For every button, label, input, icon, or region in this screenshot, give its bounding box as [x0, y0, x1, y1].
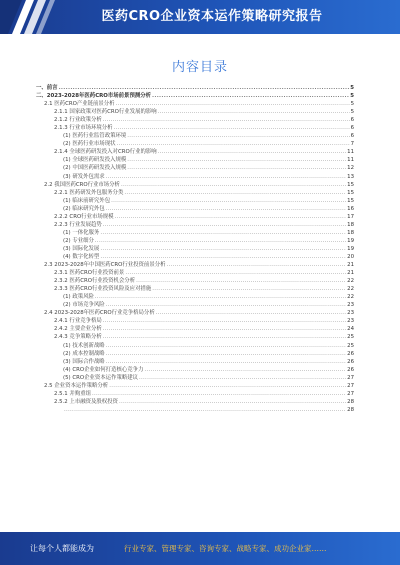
toc-entry[interactable]	[36, 164, 354, 172]
toc-leader-dots	[106, 173, 346, 181]
toc-entry[interactable]	[36, 301, 354, 309]
toc-entry-title: 2.4.1 行业竞争格局	[54, 318, 102, 325]
toc-entry-title: (1) 医药行业监管政策环境	[63, 133, 127, 140]
toc-leader-dots	[106, 342, 346, 350]
toc-entry-title: 2.1.3 行业市场环境分析	[54, 125, 113, 132]
toc-entry-page: 22	[347, 278, 354, 285]
toc-entry-title: (1) 一体化服务	[63, 229, 100, 236]
toc-entry-page: 28	[347, 406, 354, 413]
toc-entry[interactable]	[36, 205, 354, 213]
toc-entry[interactable]	[36, 285, 354, 293]
toc-leader-dots	[125, 269, 346, 277]
toc-leader-dots	[103, 317, 346, 325]
report-title: 医药CRO企业资本运作策略研究报告	[101, 9, 323, 24]
toc-entry[interactable]	[36, 277, 354, 285]
toc-entry[interactable]	[36, 92, 354, 100]
toc-leader-dots	[156, 309, 346, 317]
toc-entry-title: (1) 全球医药研发投入规模	[63, 157, 127, 164]
toc-leader-dots	[158, 108, 350, 116]
toc-entry-page: 25	[347, 342, 354, 349]
toc-entry[interactable]	[36, 325, 354, 333]
toc-entry[interactable]	[36, 390, 354, 398]
toc-entry[interactable]	[36, 317, 354, 325]
toc-entry[interactable]	[36, 366, 354, 374]
toc-entry-title: (2) 医药行业市场现状	[63, 141, 116, 148]
toc-leader-dots	[106, 205, 346, 213]
toc-entry-title: 2.5.2 上市融资及股权投资	[54, 398, 118, 405]
report-footer	[0, 532, 400, 565]
toc-entry-page: 26	[347, 350, 354, 357]
toc-entry-page: 25	[347, 334, 354, 341]
toc-entry-title: 2.4.2 主要企业分析	[54, 326, 102, 333]
toc-entry[interactable]	[36, 84, 354, 92]
toc-entry-page: 5	[350, 93, 354, 100]
toc-leader-dots	[95, 237, 346, 245]
toc-leader-dots	[136, 277, 346, 285]
toc-entry-page: 23	[347, 310, 354, 317]
toc-entry-title: (2) 专业细分	[63, 237, 94, 244]
toc-entry-page: 21	[347, 262, 354, 269]
toc-leader-dots	[158, 148, 346, 156]
toc-entry[interactable]	[36, 197, 354, 205]
toc-leader-dots	[121, 181, 346, 189]
toc-entry-page: 6	[350, 133, 354, 140]
toc-leader-dots	[144, 366, 346, 374]
toc-entry-title: 2.1.2 行业政策分析	[54, 117, 102, 124]
toc-entry-page: 5	[350, 101, 354, 108]
toc-entry-page: 11	[347, 157, 354, 164]
toc-entry[interactable]	[36, 156, 354, 164]
toc-entry-page: 15	[347, 181, 354, 188]
toc-entry-page: 17	[347, 213, 354, 220]
toc-entry[interactable]	[36, 100, 354, 108]
toc-entry-title: (2) 中国医药研发投入规模	[63, 165, 127, 172]
toc-entry-page: 26	[347, 358, 354, 365]
toc-leader-dots	[106, 350, 346, 358]
toc-entry[interactable]	[36, 221, 354, 229]
toc-entry-title: 2.3.1 医药CRO行业投资前景	[54, 270, 125, 277]
toc-entry-page: 16	[347, 205, 354, 212]
toc-leader-dots	[103, 116, 350, 124]
toc-leader-dots	[114, 124, 350, 132]
toc-entry[interactable]	[36, 173, 354, 181]
toc-entry-page: 13	[347, 173, 354, 180]
toc-entry[interactable]	[36, 374, 354, 382]
toc-entry-title: (1) 技术创新战略	[63, 342, 105, 349]
toc-entry[interactable]	[36, 140, 354, 148]
toc-entry[interactable]	[36, 116, 354, 124]
toc-entry-page: 23	[347, 302, 354, 309]
toc-leader-dots	[127, 156, 346, 164]
toc-entry-page: 18	[347, 221, 354, 228]
toc-entry[interactable]	[36, 398, 354, 406]
toc-entry-title: 一、前言	[36, 85, 58, 91]
toc-leader-dots	[119, 398, 346, 406]
toc-leader-dots	[95, 293, 346, 301]
toc-leader-dots	[152, 285, 346, 293]
toc-entry-page: 20	[347, 253, 354, 260]
report-header	[0, 0, 400, 34]
toc-leader-dots	[106, 358, 346, 366]
toc-entry-title: 2.1 医药CRO产业链前景分析	[44, 101, 115, 108]
toc-leader-dots	[103, 333, 346, 341]
toc-entry-page: 15	[347, 189, 354, 196]
toc-entry-page: 27	[347, 390, 354, 397]
toc-entry[interactable]	[36, 382, 354, 390]
toc-leader-dots	[106, 301, 346, 309]
toc-entry[interactable]	[36, 333, 354, 341]
toc-entry-title: 2.3.2 医药CRO行业投资机会分析	[54, 278, 136, 285]
toc-entry-page: 22	[347, 294, 354, 301]
toc-entry[interactable]	[36, 132, 354, 140]
toc-leader-dots	[167, 261, 347, 269]
toc-entry[interactable]	[36, 189, 354, 197]
toc-entry[interactable]	[36, 342, 354, 350]
toc-entry-title: (3) 国际化发展	[63, 245, 100, 252]
toc-entry-page: 28	[347, 398, 354, 405]
toc-entry-page: 7	[350, 141, 354, 148]
toc-entry[interactable]	[36, 181, 354, 189]
toc-leader-dots	[64, 406, 346, 414]
toc-entry[interactable]	[36, 148, 354, 156]
toc-entry-title: 2.2 我国医药CRO行业市场分析	[44, 181, 120, 188]
toc-entry-title: (4) CRO企业如何打造核心竞争力	[63, 366, 144, 373]
toc-entry[interactable]	[36, 253, 354, 261]
toc-entry-page: 23	[347, 318, 354, 325]
toc-entry[interactable]	[36, 269, 354, 277]
toc-entry-title: (2) 临床研究外包	[63, 205, 105, 212]
toc-entry-page: 6	[350, 125, 354, 132]
toc-leader-dots	[127, 132, 349, 140]
toc-entry-title: 二、2023-2028年医药CRO市场前景预测分析	[36, 93, 152, 100]
toc-entry-title: 2.5 企业资本运作策略分析	[44, 382, 109, 389]
toc-entry-title: (3) 国际合作战略	[63, 358, 105, 365]
toc-entry-title: 2.4 2023-2028年医药CRO行业竞争格局分析	[44, 310, 155, 317]
toc-leader-dots	[100, 245, 346, 253]
toc-entry-page: 24	[347, 326, 354, 333]
toc-entry[interactable]	[36, 124, 354, 132]
toc-entry-page: 27	[347, 374, 354, 381]
toc-entry-title: (4) 数字化转型	[63, 253, 100, 260]
toc-leader-dots	[109, 382, 346, 390]
toc-leader-dots	[92, 390, 346, 398]
toc-entry[interactable]	[36, 213, 354, 221]
toc-entry-title: (2) 成本控制战略	[63, 350, 105, 357]
toc-leader-dots	[124, 189, 346, 197]
toc-leader-dots	[59, 84, 350, 92]
toc-entry[interactable]	[36, 237, 354, 245]
toc-entry-title: 2.4.3 竞争策略分析	[54, 334, 102, 341]
toc-entry-page: 5	[350, 109, 354, 116]
toc-entry[interactable]	[36, 245, 354, 253]
toc-entry-page: 11	[347, 149, 354, 156]
toc-entry[interactable]	[36, 293, 354, 301]
toc-entry-title: (1) 临床前研究外包	[63, 197, 111, 204]
toc-entry[interactable]	[36, 229, 354, 237]
toc-entry-title: 2.1.1 国家政策对医药CRO行业发展的影响	[54, 109, 157, 116]
toc-leader-dots	[152, 92, 349, 100]
toc-leader-dots	[127, 164, 346, 172]
toc-entry-page: 6	[350, 117, 354, 124]
toc-entry-title: (3) 研发外包需求	[63, 173, 105, 180]
toc-leader-dots	[115, 213, 347, 221]
toc-leader-dots	[111, 197, 346, 205]
toc-entry-title: 2.2.3 行业发展趋势	[54, 221, 102, 228]
toc-entry-title: 2.5.1 并购重组	[54, 390, 91, 397]
toc-leader-dots	[116, 100, 350, 108]
toc-entry-page: 27	[347, 382, 354, 389]
toc-entry-title: 2.2.2 CRO行业市场规模	[54, 213, 114, 220]
toc-entry-title: 2.3.3 医药CRO行业投资风险及应对措施	[54, 286, 152, 293]
toc-entry-page: 18	[347, 229, 354, 236]
toc-entry-page: 22	[347, 286, 354, 293]
footer-tagline: 行业专家、管理专家、咨询专家、战略专家、成功企业家……	[124, 544, 327, 553]
toc-entry-page: 5	[350, 85, 354, 91]
toc-heading: 内容目录	[171, 60, 228, 75]
toc-entry-title: 2.2.1 医药研发外包服务分类	[54, 189, 124, 196]
toc-leader-dots	[100, 229, 346, 237]
toc-entry[interactable]	[36, 406, 354, 414]
toc-entry-page: 19	[347, 245, 354, 252]
toc-entry-title: (5) CRO企业资本运作策略建议	[63, 374, 139, 381]
toc-entry-title: (2) 市场竞争风险	[63, 302, 105, 309]
toc-entry-title: 2.1.4 全球医药研发投入对CRO行业的影响	[54, 149, 157, 156]
toc-leader-dots	[100, 253, 346, 261]
toc-entry-page: 19	[347, 237, 354, 244]
toc-entry-title: 2.3 2023-2028年中国医药CRO行业投资前景分析	[44, 262, 166, 269]
toc-entry-page: 21	[347, 270, 354, 277]
toc-leader-dots	[116, 140, 349, 148]
table-of-contents	[36, 84, 354, 414]
toc-leader-dots	[103, 325, 346, 333]
toc-entry[interactable]	[36, 108, 354, 116]
toc-entry-page: 15	[347, 197, 354, 204]
toc-leader-dots	[139, 374, 346, 382]
toc-entry-page: 12	[347, 165, 354, 172]
footer-slogan: 让每个人都能成为	[30, 544, 94, 553]
toc-leader-dots	[103, 221, 346, 229]
toc-entry[interactable]	[36, 350, 354, 358]
toc-entry[interactable]	[36, 358, 354, 366]
toc-entry[interactable]	[36, 309, 354, 317]
toc-entry-title: (1) 政策风险	[63, 294, 94, 301]
toc-entry[interactable]	[36, 261, 354, 269]
toc-entry-page: 26	[347, 366, 354, 373]
